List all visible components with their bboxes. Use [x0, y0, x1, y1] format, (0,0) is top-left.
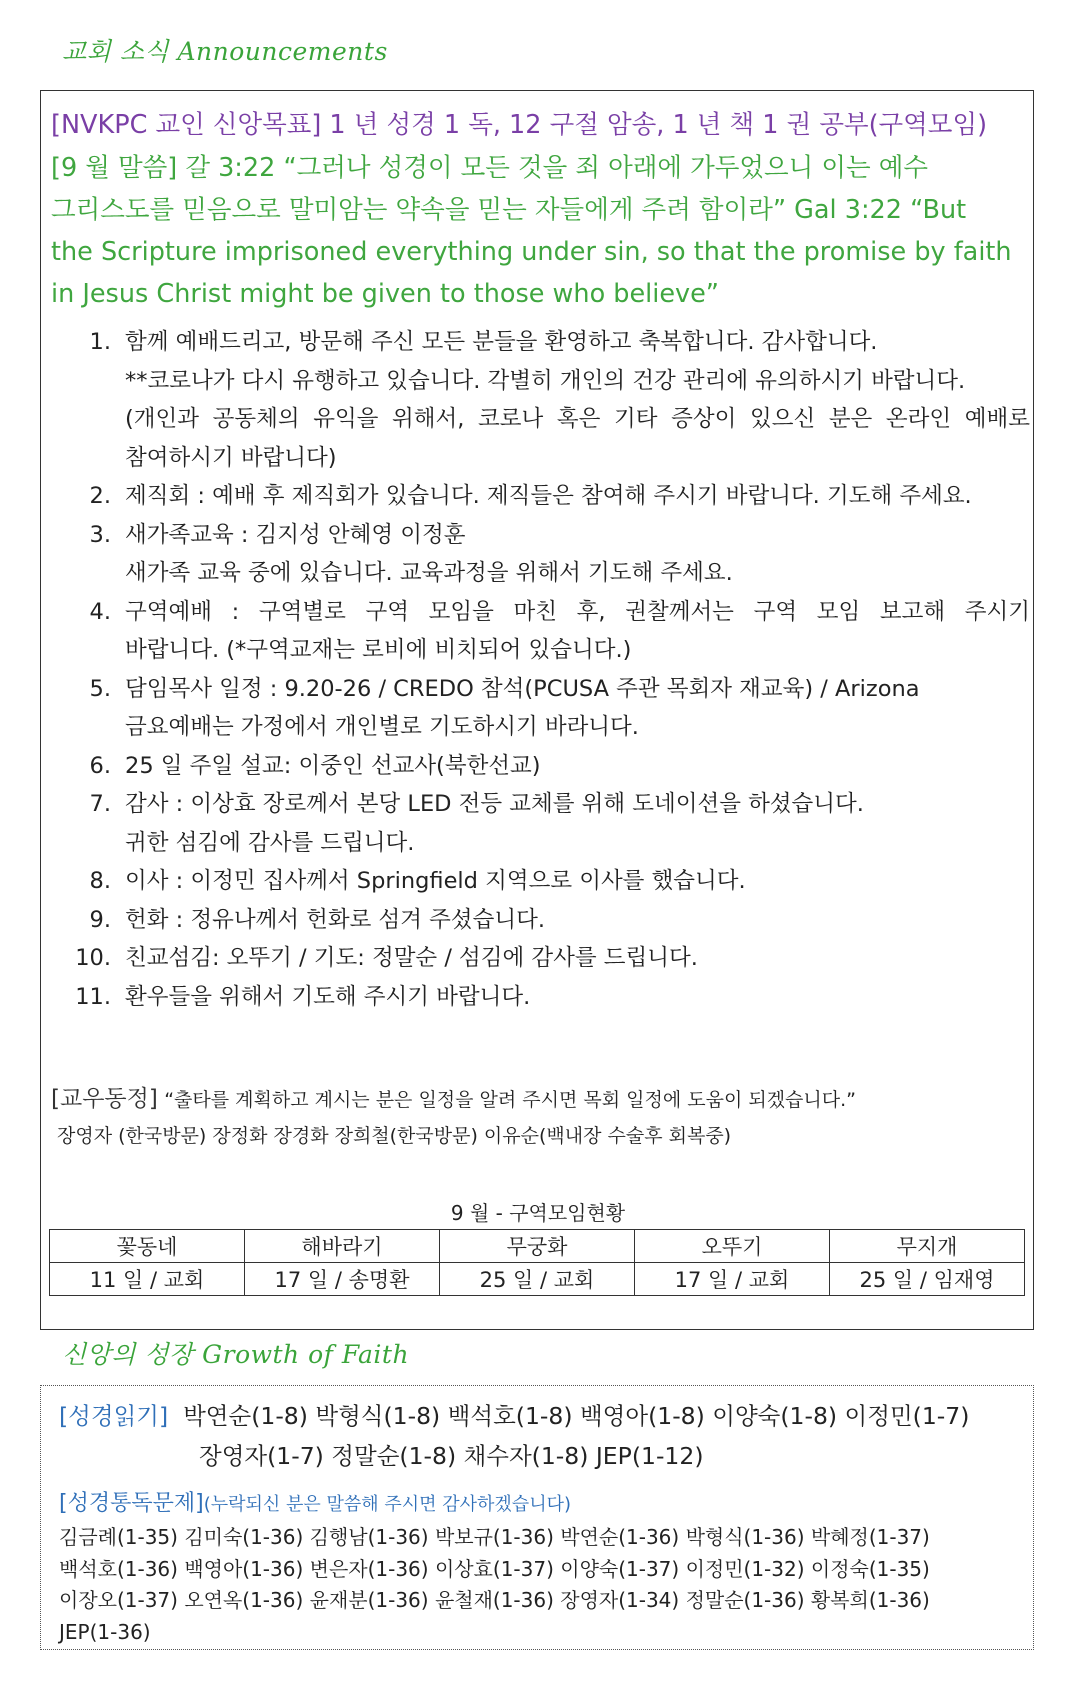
notice-number: 5.: [89, 675, 111, 702]
bible-quiz-note: (누락되신 분은 말씀해 주시면 감사하겠습니다): [203, 1494, 571, 1515]
notice-list: [55, 323, 1030, 1016]
notice-number: 8.: [89, 868, 111, 894]
notice-item: [55, 323, 1030, 477]
notice-line: 구역예배 : 구역별로 구역 모임을 마친 후, 권찰께서는 구역 모임 보고해 주시기: [125, 598, 1030, 625]
notice-line: 친교섬김: 오뚜기 / 기도: 정말순 / 섬김에 감사를 드립니다.: [125, 945, 698, 971]
announcements-title: 교회 소식 Announcements: [62, 37, 388, 66]
notice-item: [55, 477, 1030, 516]
growth-box: [40, 1385, 1034, 1650]
bible-reading-label: [성경읽기]: [59, 1402, 169, 1430]
notice-item: [55, 978, 1030, 1017]
table-header-cell: 꽃동네: [50, 1230, 245, 1263]
table-header-cell: 무궁화: [440, 1230, 635, 1263]
monthly-verse: [51, 147, 1026, 315]
bible-reading-line: 장영자(1-7) 정말순(1-8) 채수자(1-8) JEP(1-12): [199, 1442, 704, 1470]
notice-item: [55, 862, 1030, 901]
notice-line: 참여하시기 바랍니다): [125, 444, 337, 471]
notice-number: 4.: [89, 598, 111, 625]
bible-quiz-label: [성경통독문제]: [59, 1491, 204, 1516]
notice-number: 11.: [75, 983, 111, 1010]
member-news-quote: “출타를 계획하고 계시는 분은 일정을 알려 주시면 목회 일정에 도움이 되겠습니다.”: [164, 1089, 856, 1111]
schedule-title: 9 월 - 구역모임현황: [450, 1201, 626, 1225]
verse-line: the Scripture imprisoned everything under sin, so that the promise by faith: [51, 237, 1012, 267]
notice-number: 2.: [89, 483, 111, 509]
growth-title: 신앙의 성장 Growth of Faith: [62, 1340, 410, 1369]
notice-line: 새가족 교육 중에 있습니다. 교육과정을 위해서 기도해 주세요.: [125, 560, 733, 586]
table-header-row: [50, 1230, 1025, 1263]
bible-quiz-list: [59, 1522, 1019, 1648]
quiz-line: JEP(1-36): [59, 1619, 151, 1644]
notice-line: 25 일 주일 설교: 이중인 선교사(북한선교): [125, 752, 541, 779]
bible-quiz-heading: [59, 1486, 571, 1517]
notice-item: [55, 516, 1030, 593]
notice-item: [55, 901, 1030, 940]
notice-number: 3.: [89, 521, 111, 548]
table-cell: 25 일 / 교회: [440, 1263, 635, 1296]
notice-line: **코로나가 다시 유행하고 있습니다. 각별히 개인의 건강 관리에 유의하시기 바랍니다.: [125, 367, 966, 394]
table-row: [50, 1263, 1025, 1296]
notice-line: 귀한 섬김에 감사를 드립니다.: [125, 829, 415, 856]
announcements-box: [40, 90, 1034, 1330]
notice-item: [55, 670, 1030, 747]
notice-line: (개인과 공동체의 유익을 위해서, 코로나 혹은 기타 증상이 있으신 분은 온라인 예배로: [125, 406, 1030, 432]
table-header-cell: 해바라기: [245, 1230, 440, 1263]
verse-line: 그리스도를 믿음으로 말미암는 약속을 믿는 자들에게 주려 함이라” Gal 3:22 “But: [51, 195, 967, 225]
notice-number: 10.: [75, 945, 111, 971]
notice-line: 제직회 : 예배 후 제직회가 있습니다. 제직들은 참여해 주시기 바랍니다. 기도해 주세요.: [125, 483, 972, 509]
notice-item: [55, 785, 1030, 862]
table-cell: 17 일 / 송명환: [245, 1263, 440, 1296]
notice-line: 환우들을 위해서 기도해 주시기 바랍니다.: [125, 983, 531, 1010]
table-cell: 25 일 / 임재영: [830, 1263, 1025, 1296]
notice-line: 헌화 : 정유나께서 헌화로 섬겨 주셨습니다.: [125, 906, 545, 933]
table-cell: 11 일 / 교회: [50, 1263, 245, 1296]
notice-number: 6.: [89, 752, 111, 779]
verse-line: [9 월 말씀] 갈 3:22 “그러나 성경이 모든 것을 죄 아래에 가두었으니 이는 예수: [51, 153, 929, 183]
notice-number: 9.: [89, 906, 111, 933]
bible-reading-line: 박연순(1-8) 박형식(1-8) 백석호(1-8) 백영아(1-8) 이양숙(1-8) 이정민(1-7): [183, 1402, 970, 1430]
notice-item: [55, 747, 1030, 786]
notice-number: 7.: [89, 791, 111, 817]
notice-line: 바랍니다. (*구역교재는 로비에 비치되어 있습니다.): [125, 637, 632, 663]
quiz-line: 이장오(1-37) 오연옥(1-36) 윤재분(1-36) 윤철재(1-36) 장영자(1-34) 정말순(1-36) 황복희(1-36): [59, 1588, 930, 1612]
table-header-cell: 무지개: [830, 1230, 1025, 1263]
notice-number: 1.: [89, 329, 111, 355]
quiz-line: 김금례(1-35) 김미숙(1-36) 김행남(1-36) 박보규(1-36) 박연순(1-36) 박형식(1-36) 박혜정(1-37): [59, 1525, 930, 1549]
notice-line: 담임목사 일정 : 9.20-26 / CREDO 참석(PCUSA 주관 목회자 재교육) / Arizona: [125, 675, 920, 702]
bible-reading: [59, 1396, 969, 1476]
notice-item: [55, 939, 1030, 978]
faith-goal: [NVKPC 교인 신앙목표] 1 년 성경 1 독, 12 구절 암송, 1 년 책 1 권 공부(구역모임): [51, 110, 988, 140]
member-news: [51, 1081, 1026, 1154]
table-cell: 17 일 / 교회: [635, 1263, 830, 1296]
table-header-cell: 오뚜기: [635, 1230, 830, 1263]
notice-line: 감사 : 이상효 장로께서 본당 LED 전등 교체를 위해 도네이션을 하셨습니다.: [125, 791, 864, 817]
notice-item: [55, 593, 1030, 670]
verse-line: in Jesus Christ might be given to those who believe”: [51, 279, 719, 309]
district-schedule-table: [49, 1229, 1025, 1296]
member-news-names: 장영자 (한국방문) 장정화 장경화 장희철(한국방문) 이유순(백내장 수술후 회복중): [57, 1125, 732, 1147]
quiz-line: 백석호(1-36) 백영아(1-36) 변은자(1-36) 이상효(1-37) 이양숙(1-37) 이정민(1-32) 이정숙(1-35): [59, 1556, 930, 1581]
notice-line: 새가족교육 : 김지성 안혜영 이정훈: [125, 521, 466, 548]
notice-line: 금요예배는 가정에서 개인별로 기도하시기 바라니다.: [125, 714, 639, 740]
notice-line: 이사 : 이정민 집사께서 Springfield 지역으로 이사를 했습니다.: [125, 868, 746, 894]
member-news-label: [교우동정]: [51, 1086, 158, 1112]
notice-line: 함께 예배드리고, 방문해 주신 모든 분들을 환영하고 축복합니다. 감사합니다.: [125, 329, 878, 355]
